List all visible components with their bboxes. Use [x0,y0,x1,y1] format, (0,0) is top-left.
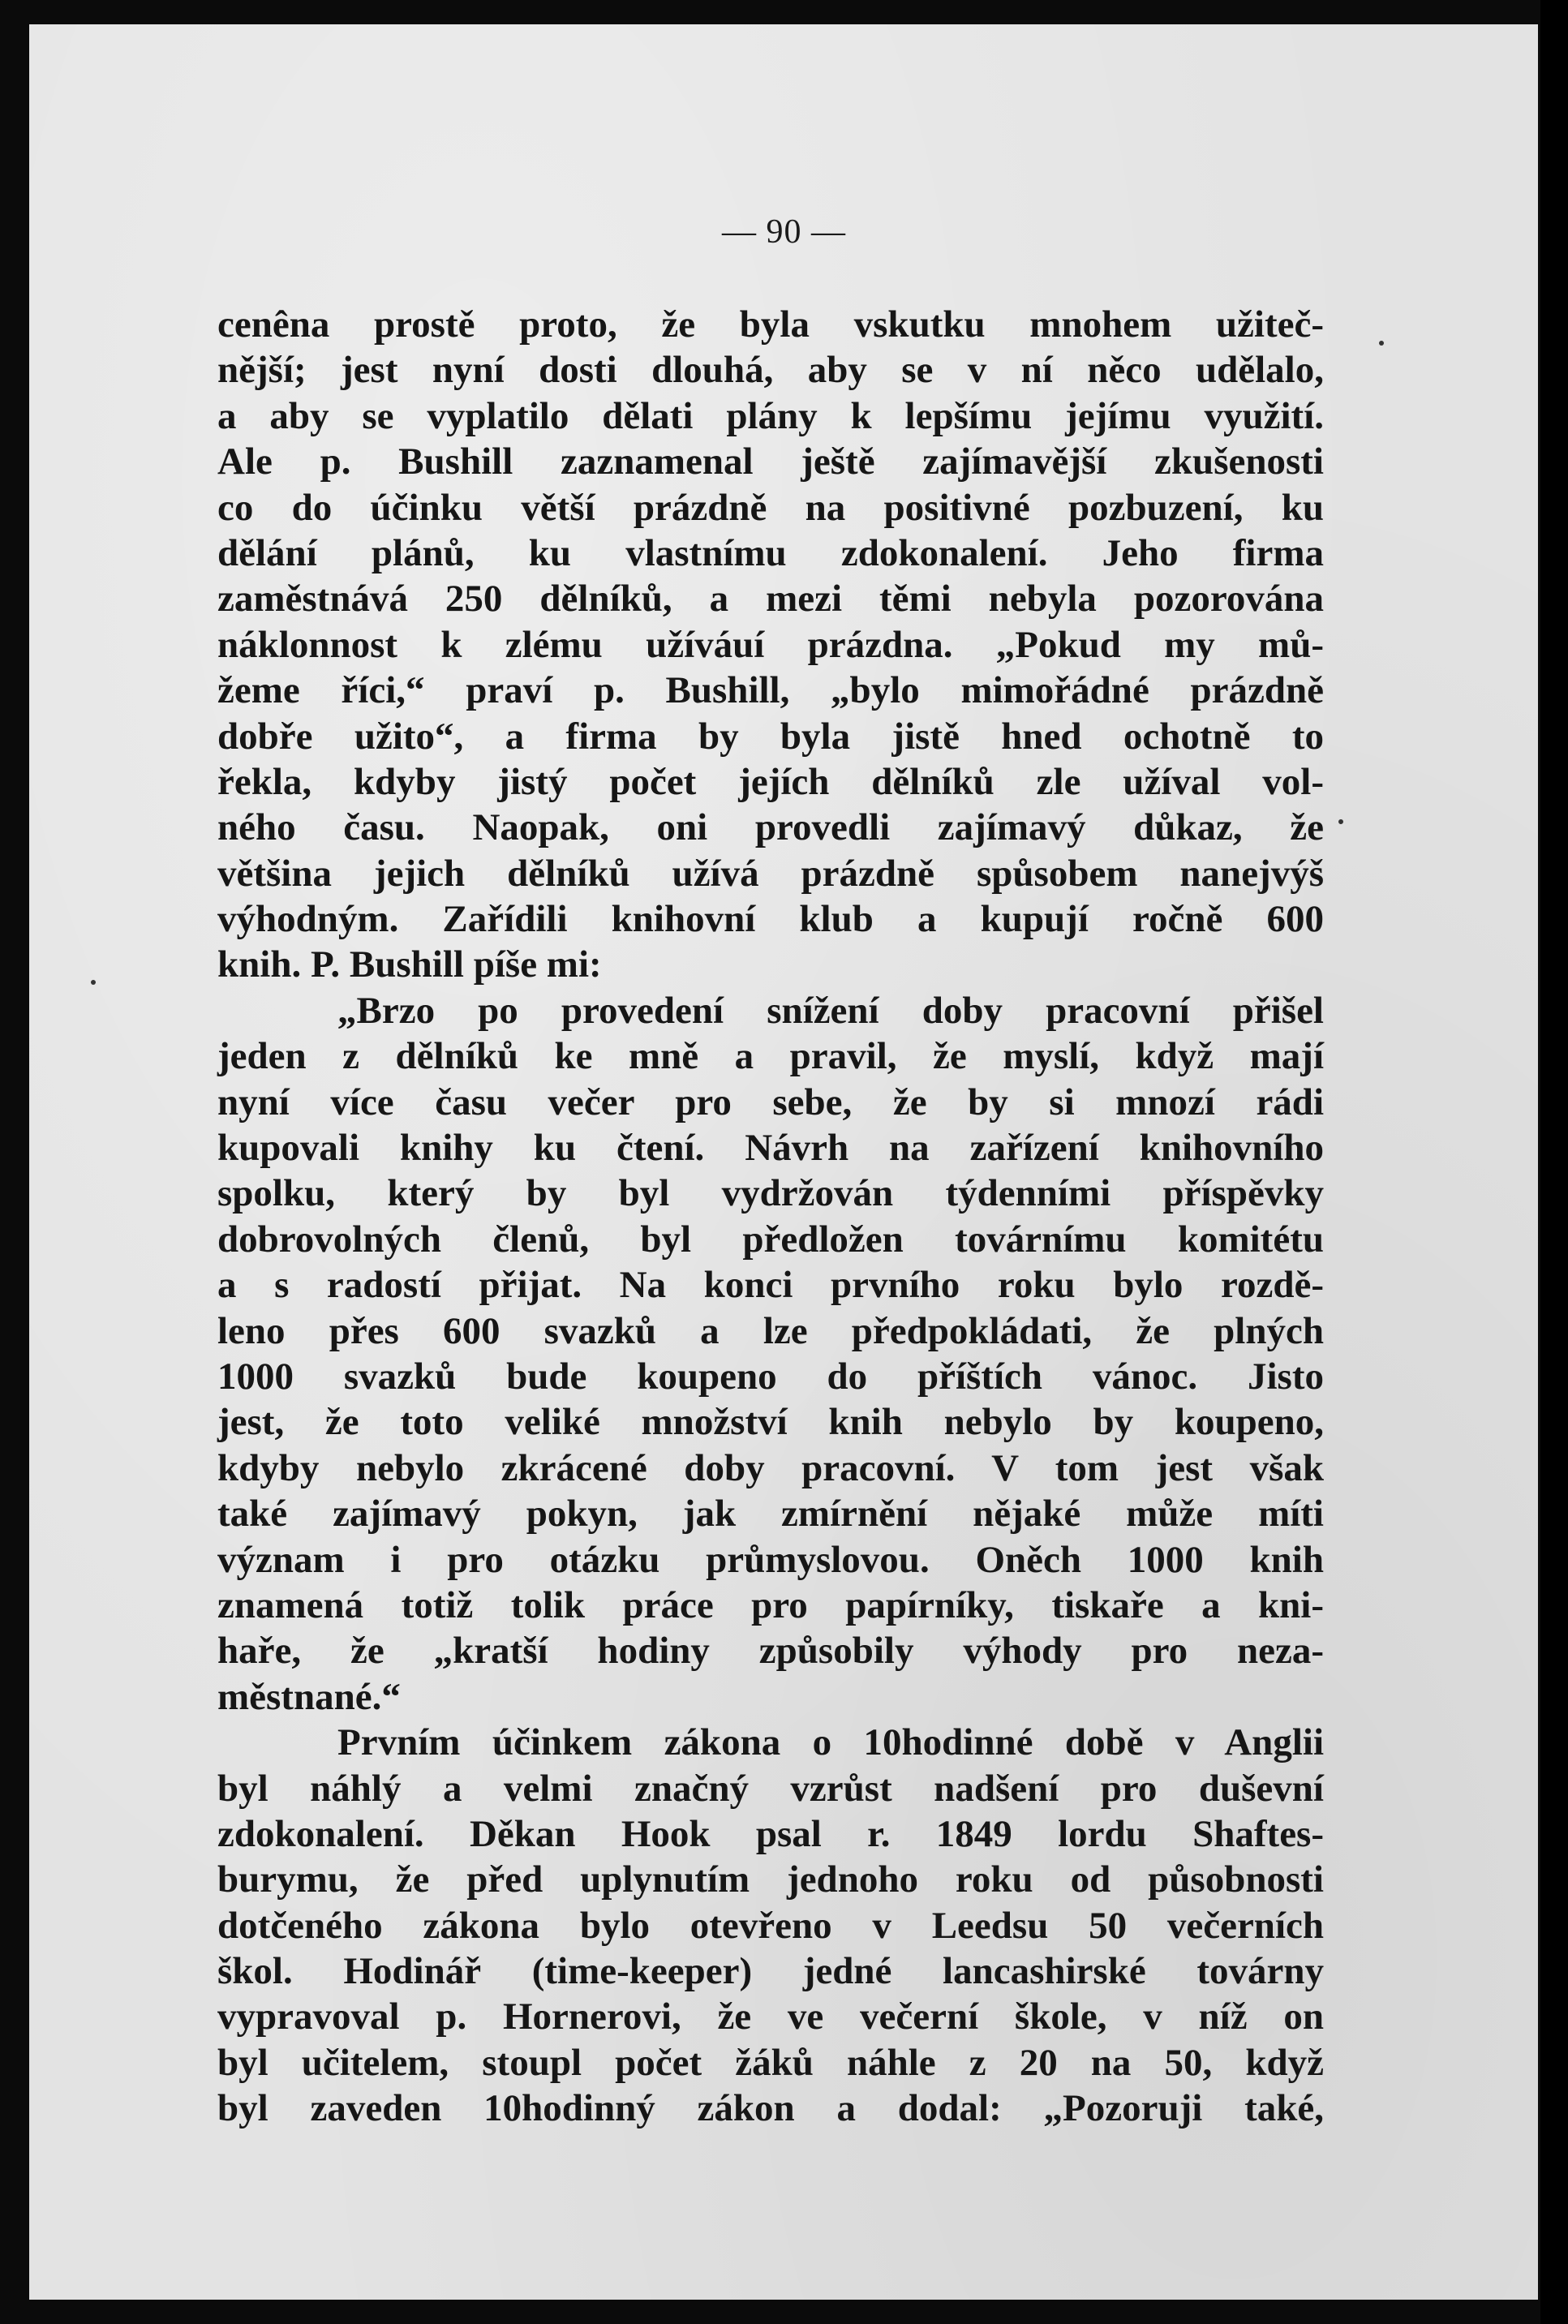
text-line: škol. Hodinář (time-keeper) jedné lancashirské továrny [217,1950,1324,1993]
text-line: co do účinku větší prázdně na positivné pozbuzení, ku [217,486,1324,529]
text-line: a aby se vyplatilo dělati plány k lepšímu jejímu využití. [217,394,1324,437]
text-line: dobrovolných členů, byl předložen továrnímu komitétu [217,1218,1324,1261]
dust-speck [1338,819,1343,824]
text-line: řekla, kdyby jistý počet jejích dělníků zle užíval vol- [217,760,1324,803]
text-line: dělání plánů, ku vlastnímu zdokonalení. Jeho firma [217,531,1324,574]
text-line: náklonnost k zlému užíváuí prázdna. „Pokud my mů- [217,623,1324,666]
text-line: byl zaveden 10hodinný zákon a dodal: „Pozoruji také, [217,2087,1324,2130]
text-line: byl učitelem, stoupl počet žáků náhle z 20 na 50, když [217,2041,1324,2084]
text-line: vypravoval p. Hornerovi, že ve večerní škole, v níž on [217,1995,1324,2038]
text-line: dotčeného zákona bylo otevřeno v Leedsu 50 večerních [217,1904,1324,1947]
text-line: městnané.“ [217,1675,401,1718]
text-line: zaměstnává 250 dělníků, a mezi těmi nebyla pozorována [217,578,1324,621]
text-line: haře, že „kratší hodiny způsobily výhody pro neza- [217,1630,1324,1673]
text-line: kdyby nebylo zkrácené doby pracovní. V tom jest však [217,1446,1324,1489]
text-line: leno přes 600 svazků a lze předpokládati, že plných [217,1309,1324,1352]
text-line: výhodným. Zařídili knihovní klub a kupují ročně 600 [217,898,1324,941]
text-line: žeme říci,“ praví p. Bushill, „bylo mimořádné prázdně [217,669,1324,712]
text-line: a s radostí přijat. Na konci prvního roku bylo rozdě- [217,1264,1324,1307]
text-line: většina jejich dělníků užívá prázdně spůsobem nanejvýš [217,852,1324,895]
text-line: 1000 svazků bude koupeno do příštích vánoc. Jisto [217,1355,1324,1398]
dust-speck [1379,341,1384,346]
scan-edge [1540,0,1568,2324]
text-line: byl náhlý a velmi značný vzrůst nadšení pro duševní [217,1767,1324,1810]
text-line: Prvním účinkem zákona o 10hodinné době v Anglii [337,1721,1324,1764]
text-line: význam i pro otázku průmyslovou. Oněch 1000 knih [217,1538,1324,1581]
text-line: spolku, který by byl vydržován týdenními příspěvky [217,1172,1324,1215]
text-line: dobře užito“, a firma by byla jistě hned ochotně to [217,715,1324,758]
text-line: jest, že toto veliké množství knih nebylo by koupeno, [217,1401,1324,1444]
text-line: nější; jest nyní dosti dlouhá, aby se v ní něco udělalo, [217,349,1324,392]
dust-speck [91,980,96,985]
text-line: „Brzo po provedení snížení doby pracovní přišel [337,989,1324,1032]
text-line: jeden z dělníků ke mně a pravil, že myslí, když mají [217,1035,1324,1078]
text-line: knih. P. Bushill píše mi: [217,943,602,986]
page-number: — 90 — [722,213,846,251]
body-text [217,302,1324,2132]
text-line: znamená totiž tolik práce pro papírníky, tiskaře a kni- [217,1583,1324,1626]
text-line: cenêna prostě proto, že byla vskutku mnohem užiteč- [217,303,1324,346]
text-line: také zajímavý pokyn, jak zmírnění nějaké může míti [217,1493,1324,1536]
text-line: ného času. Naopak, oni provedli zajímavý důkaz, že [217,806,1324,849]
text-line: burymu, že před uplynutím jednoho roku od působnosti [217,1858,1324,1901]
text-line: zdokonalení. Děkan Hook psal r. 1849 lordu Shaftes- [217,1812,1324,1855]
text-line: Ale p. Bushill zaznamenal ještě zajímavější zkušenosti [217,440,1324,483]
text-line: nyní více času večer pro sebe, že by si mnozí rádi [217,1080,1324,1123]
text-line: kupovali knihy ku čtení. Návrh na zařízení knihovního [217,1127,1324,1170]
